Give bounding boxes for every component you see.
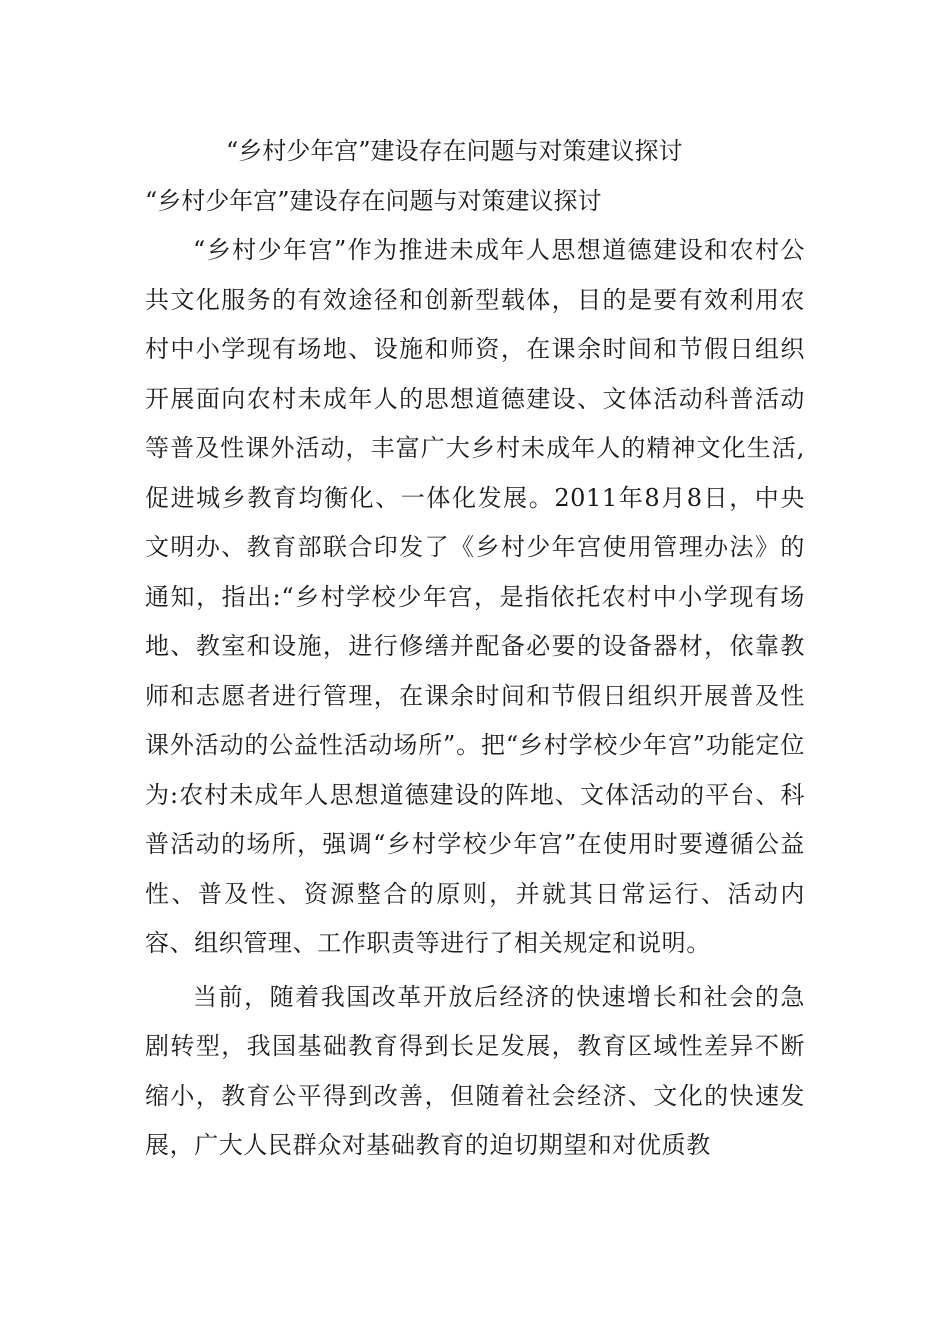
body-paragraph: 当前，随着我国改革开放后经济的快速增长和社会的急剧转型，我国基础教育得到长足发展，教育区域性差异不断缩小，教育公平得到改善，但随着社会经济、文化的快速发展，广大人民群众对基础教育的迫切期望和对优质教 xyxy=(145,982,805,1159)
document-subtitle: “乡村少年宫”建设存在问题与对策建议探讨 xyxy=(145,187,602,215)
body-paragraph: “乡村少年宫”作为推进未成年人思想道德建设和农村公共文化服务的有效途径和创新型载体，目的是要有效利用农村中小学现有场地、设施和师资，在课余时间和节假日组织开展面向农村未成年人的思想道德建设、文体活动科普活动等普及性课外活动，丰富广大乡村未成年人的精神文化生活,促进城乡教育均衡化、一体化发展。2011年8月8日，中央文明办、教育部联合印发了《乡村少年宫使用管理办法》的通知，指出:“乡村学校少年宫，是指依托农村中小学现有场地、教室和设施，进行修缮并配备必要的设备器材，依靠教师和志愿者进行管理，在课余时间和节假日组织开展普及性课外活动的公益性活动场所”。把“乡村学校少年宫”功能定位为:农村未成年人思想道德建设的阵地、文体活动的平台、科普活动的场所，强调“乡村学校少年宫”在使用时要遵循公益性、普及性、资源整合的原则，并就其日常运行、活动内容、组织管理、工作职责等进行了相关规定和说明。 xyxy=(145,236,805,957)
document-body xyxy=(145,226,805,1171)
document-title: “乡村少年宫”建设存在问题与对策建议探讨 xyxy=(226,137,683,165)
